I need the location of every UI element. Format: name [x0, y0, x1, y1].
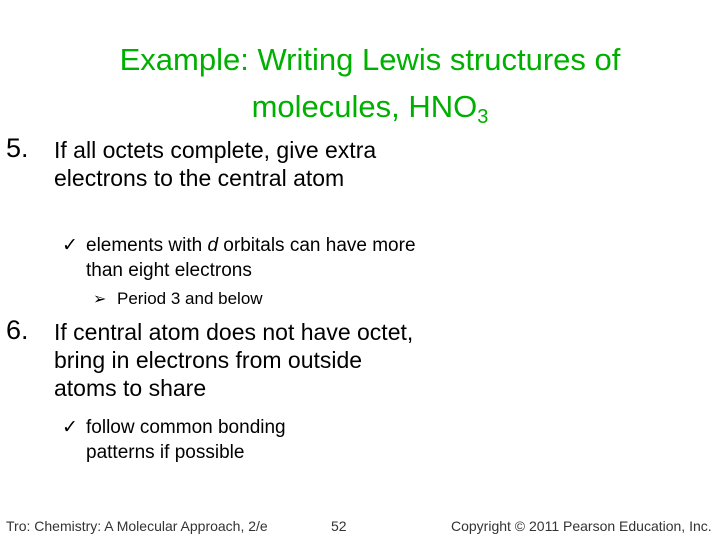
item-number-5: 5.	[6, 133, 29, 163]
footer-page-number: 52	[331, 518, 347, 534]
footer-book-title: Tro: Chemistry: A Molecular Approach, 2/e	[6, 518, 268, 534]
check-bullet-icon: ✓	[62, 417, 78, 438]
footer-copyright: Copyright © 2011 Pearson Education, Inc.	[451, 518, 712, 534]
slide-title	[40, 36, 700, 141]
sub-bullet-period3: Period 3 and below	[117, 289, 263, 308]
title-subscript: 3	[477, 106, 489, 128]
check-text-d-orbitals: elements with d orbitals can have more than eight electrons	[86, 235, 416, 281]
arrow-bullet-icon: ➢	[93, 291, 107, 308]
item-number-6: 6.	[6, 315, 29, 345]
item-text-5: If all octets complete, give extra electrons to the central atom	[54, 137, 377, 191]
title-line-2: molecules, HNO	[251, 89, 478, 124]
check-bullet-icon: ✓	[62, 235, 78, 256]
item-text-6: If central atom does not have octet, bring in electrons from outside atoms to share	[54, 319, 414, 401]
title-line-1: Example: Writing Lewis structures of	[119, 42, 621, 77]
check-text-bonding-patterns: follow common bonding patterns if possible	[86, 417, 286, 463]
